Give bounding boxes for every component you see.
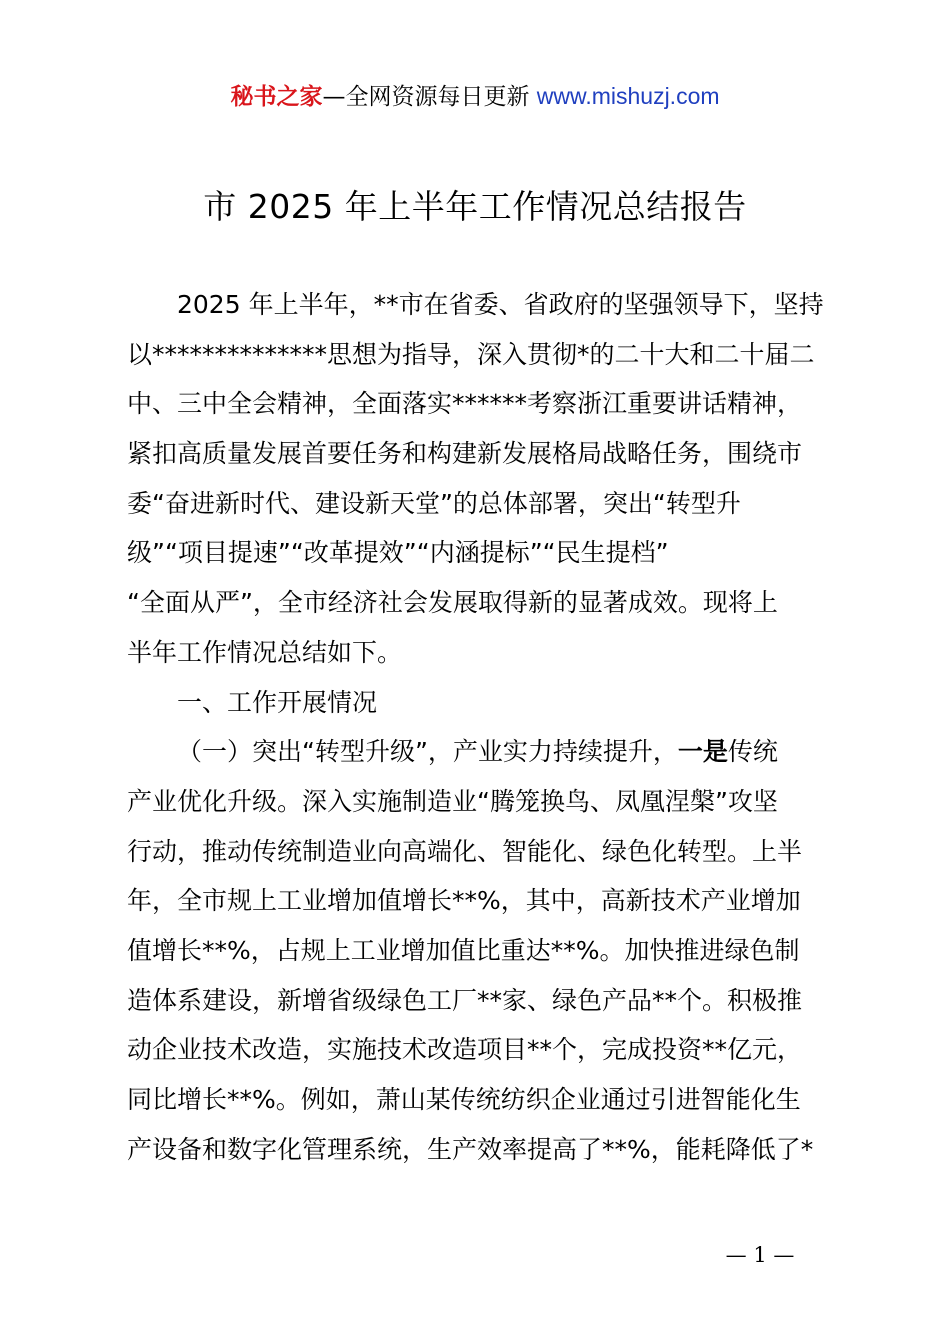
paragraph-line: 紧扣高质量发展首要任务和构建新发展格局战略任务，围绕市 xyxy=(127,439,803,469)
brand-name: 秘书之家 xyxy=(230,84,323,110)
emphasis-label: 一是 xyxy=(677,737,728,767)
paragraph-line: 行动，推动传统制造业向高端化、智能化、绿色化转型。上半 xyxy=(127,836,803,866)
header-tagline: —全网资源每日更新 xyxy=(322,84,530,110)
paragraph-line: 2025 年上半年，**市在省委、省政府的坚强领导下，坚持 xyxy=(177,290,824,319)
paragraph-line: 产设备和数字化管理系统，生产效率提高了**%，能耗降低了* xyxy=(127,1134,814,1164)
subsection-line xyxy=(127,727,833,777)
paragraph-line: 年，全市规上工业增加值增长**%，其中，高新技术产业增加 xyxy=(127,886,801,916)
paragraph-line: 中、三中全会精神，全面落实******考察浙江重要讲话精神， xyxy=(127,389,803,419)
paragraph-line: “全面从严”，全市经济社会发展取得新的显著成效。现将上 xyxy=(127,588,778,618)
paragraph-line: 半年工作情况总结如下。 xyxy=(127,637,403,667)
subsection-heading: （一）突出“转型升级”，产业实力持续提升， xyxy=(177,737,678,767)
document-title: 市 2025 年上半年工作情况总结报告 xyxy=(203,187,747,226)
paragraph-line: 委“奋进新时代、建设新天堂”的总体部署，突出“转型升 xyxy=(127,488,741,518)
document-body xyxy=(127,280,833,1174)
page-number: — 1 — xyxy=(725,1243,795,1267)
paragraph-line: 级”“项目提速”“改革提效”“内涵提标”“民生提档” xyxy=(127,538,669,568)
paragraph-line: 动企业技术改造，实施技术改造项目**个，完成投资**亿元， xyxy=(127,1035,803,1065)
paragraph-line: 造体系建设，新增省级绿色工厂**家、绿色产品**个。积极推 xyxy=(127,985,803,1015)
paragraph-line: 同比增长**%。例如，萧山某传统纺织企业通过引进智能化生 xyxy=(127,1085,801,1114)
subsection-tail: 传统 xyxy=(727,737,778,767)
paragraph-line: 产业优化升级。深入实施制造业“腾笼换鸟、凤凰涅槃”攻坚 xyxy=(127,786,778,816)
site-header xyxy=(0,80,950,113)
paragraph-line: 值增长**%，占规上工业增加值比重达**%。加快推进绿色制 xyxy=(127,935,800,965)
site-url-link[interactable]: www.mishuzj.com xyxy=(536,83,720,109)
section-heading: 一、工作开展情况 xyxy=(177,687,378,717)
paragraph-line: 以**************思想为指导，深入贯彻*的二十大和二十届二 xyxy=(127,339,815,369)
